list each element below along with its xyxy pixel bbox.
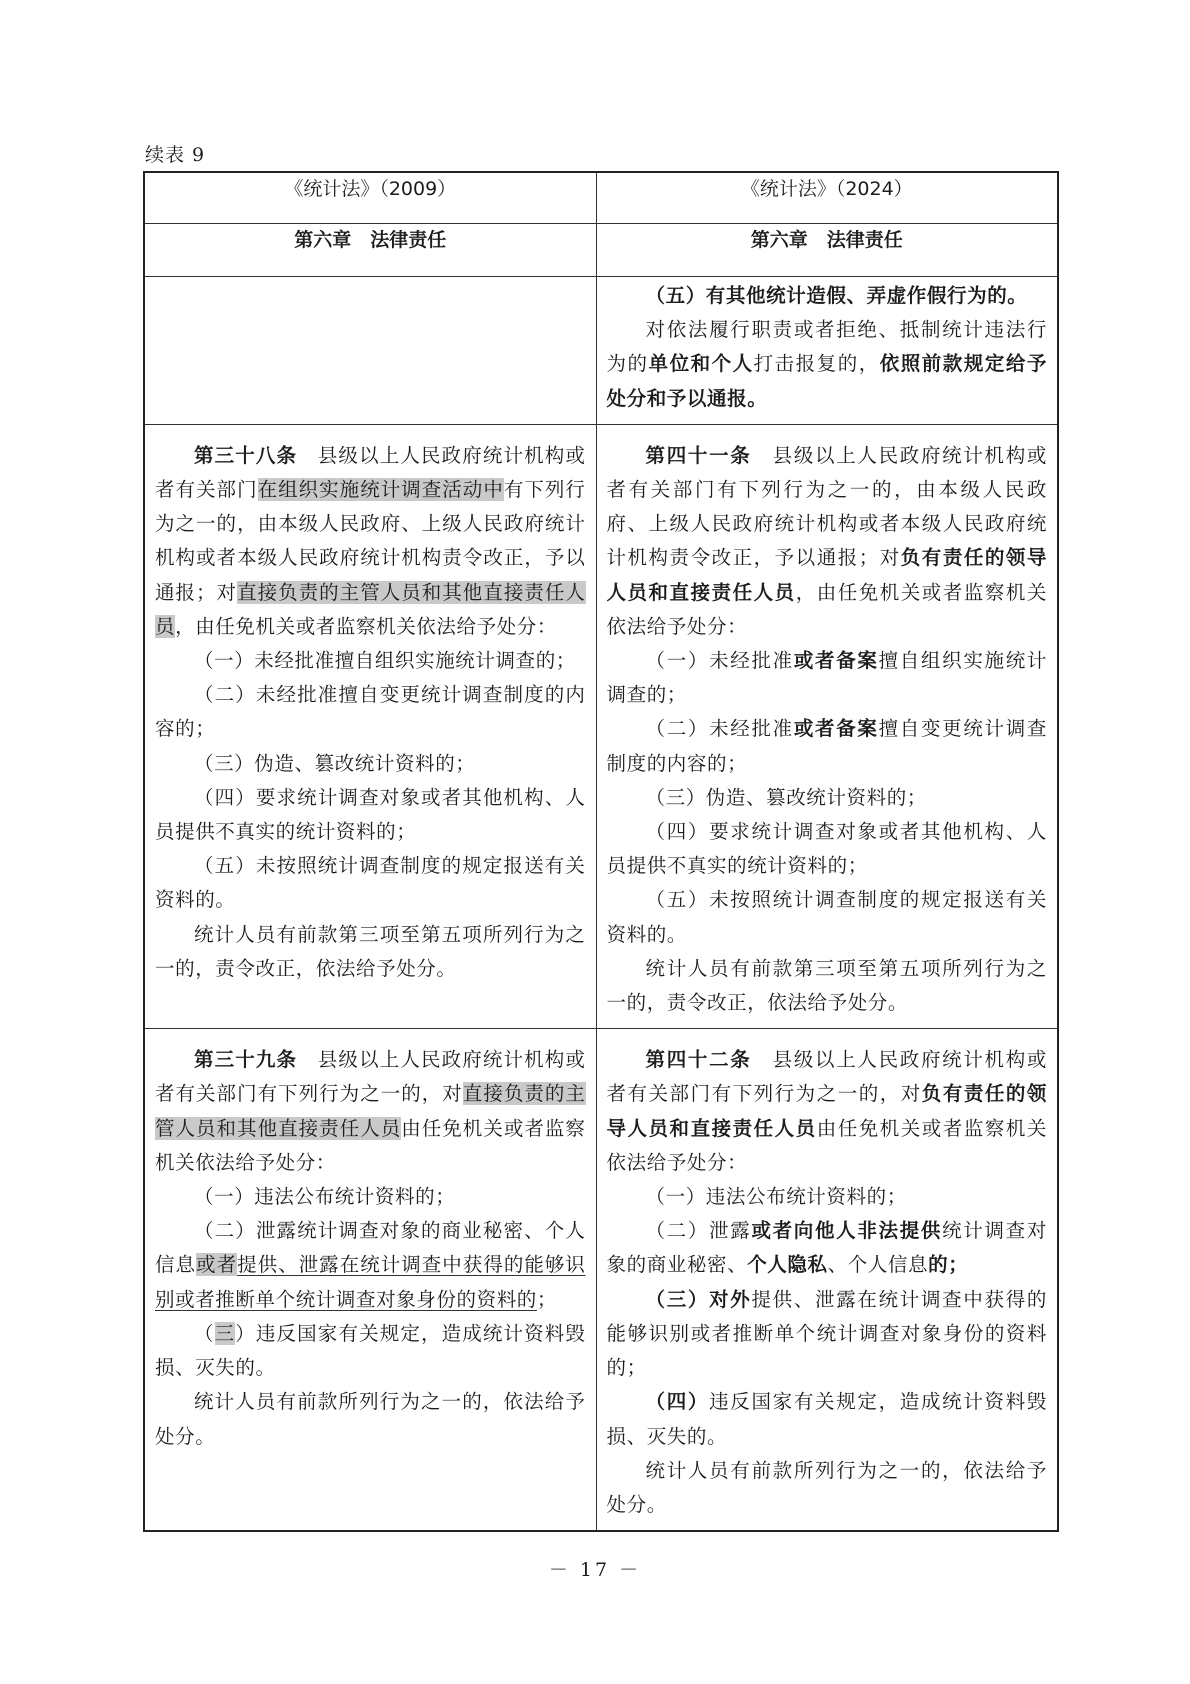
list-item: （三）伪造、篡改统计资料的； (645, 785, 927, 809)
article-number: 第四十二条 (645, 1048, 752, 1072)
list-item (607, 644, 1048, 712)
row2-right-cell (596, 424, 1058, 1028)
clause-text: （五）有其他统计造假、弄虚作假行为的。 (645, 284, 1028, 307)
chapter-row (144, 224, 1058, 277)
clause: 统计人员有前款第三项至第五项所列行为之一的，责令改正，依法给予处分。 (155, 922, 586, 980)
list-item: （一）违法公布统计资料的； (194, 1185, 456, 1209)
clause-text: ）违反国家有关规定，造成统计资料毁损、灭失的。 (155, 1321, 586, 1380)
list-item: （三）伪造、篡改统计资料的； (194, 751, 476, 775)
table-row (144, 277, 1058, 425)
clause (607, 313, 1048, 416)
highlighted-text: 三 (214, 1321, 236, 1345)
clause-text: 打击报复的， (753, 352, 880, 376)
article-number: 第四十一条 (645, 443, 752, 467)
list-item (155, 1317, 586, 1385)
header-right: 《统计法》（2024） (596, 172, 1058, 224)
clause-text: 或者备案 (793, 717, 879, 741)
clause: 统计人员有前款所列行为之一的，依法给予处分。 (155, 1390, 586, 1448)
list-item: （四）要求统计调查对象或者其他机构、人员提供不真实的统计资料的； (155, 785, 586, 844)
list-item: （五）未按照统计调查制度的规定报送有关资料的。 (606, 888, 1047, 946)
clause-text: ，由任免机关或者监察机关依法给予处分： (175, 614, 558, 638)
clause-text: 有下列行为之一的，由本级人民政府、上级人民政府统计机构或者本级人民政府统计机构责令改正，予以通报；对 (155, 478, 586, 604)
clause (607, 279, 1048, 313)
table-row (144, 424, 1058, 1028)
clause-text: 或者向他人非法提供 (751, 1219, 943, 1243)
article-paragraph (155, 1043, 586, 1180)
clause-text: 由任免机关或者监察机关依法给予处分： (155, 1116, 586, 1174)
table-caption: 续表 9 (145, 144, 206, 166)
list-item: （一）违法公布统计资料的； (645, 1185, 907, 1209)
list-item (607, 1385, 1048, 1453)
clause-text: 、个人信息 (827, 1253, 929, 1277)
clause-text: （ (194, 1321, 215, 1345)
row1-left-cell (144, 277, 596, 425)
underlined-text: 提供、泄露在统计调查中获得的能够识别或者推断单个统计调查对象身份的资料的 (155, 1253, 586, 1311)
list-item: （四）要求统计调查对象或者其他机构、人员提供不真实的统计资料的； (606, 820, 1047, 878)
list-item: （二）未经批准擅自变更统计调查制度的内容的； (155, 683, 586, 741)
list-item: （一）未经批准擅自组织实施统计调查的； (194, 649, 576, 673)
clause-text: 对依法履行职责或者拒绝、抵制统计违法行为的 (606, 318, 1047, 376)
row3-left-cell (144, 1029, 596, 1531)
clause-text: 负有责任的领导人员和直接责任人员 (606, 1082, 1047, 1140)
clause: 统计人员有前款第三项至第五项所列行为之一的，责令改正，依法给予处分。 (606, 956, 1047, 1015)
clause-text: 的； (928, 1253, 969, 1277)
clause-text: 县级以上人民政府统计机构或者有关部门有下列行为之一的，对 (155, 1048, 586, 1106)
clause: 统计人员有前款所列行为之一的，依法给予处分。 (606, 1458, 1047, 1516)
article-number: 第三十八条 (194, 443, 298, 467)
law-comparison-table (143, 171, 1059, 1532)
article-paragraph (155, 439, 586, 644)
chapter-right: 第六章 法律责任 (596, 224, 1058, 277)
clause-text: 县级以上人民政府统计机构或者有关部门有下列行为之一的，对 (606, 1048, 1047, 1106)
highlighted-text: 或者 (196, 1253, 238, 1277)
row3-right-cell (596, 1029, 1058, 1531)
article-number: 第三十九条 (194, 1048, 298, 1072)
clause-text: 擅自组织实施统计调查的； (606, 649, 1048, 707)
highlighted-text: 直接负责的主管人员和其他直接责任人员 (155, 580, 586, 638)
list-item (607, 1214, 1048, 1282)
header-left: 《统计法》（2009） (144, 172, 596, 224)
clause-text: （二）泄露统计调查对象的商业秘密、个人信息 (155, 1219, 586, 1277)
highlighted-text: 在组织实施统计调查活动中 (257, 478, 504, 502)
clause-text: 单位和个人 (648, 352, 754, 376)
list-item (607, 712, 1048, 780)
clause-text: 提供、泄露在统计调查中获得的能够识别或者推断单个统计调查对象身份的资料的； (606, 1287, 1047, 1380)
clause-text: 或者备案 (793, 649, 879, 673)
list-item: （五）未按照统计调查制度的规定报送有关资料的。 (155, 854, 586, 912)
highlighted-text: 直接负责的主管人员和其他直接责任人员 (155, 1082, 586, 1140)
header-row (144, 172, 1058, 224)
list-item (607, 1283, 1048, 1386)
clause-text: （一）未经批准 (645, 649, 794, 673)
clause-text: 县级以上人民政府统计机构或者有关部门有下列行为之一的，由本级人民政府、上级人民政府统计机构或者本级人民政府统计机构责令改正，予以通报；对 (606, 443, 1047, 570)
clause-text: （三）对外 (645, 1287, 752, 1311)
clause-text: 违反国家有关规定，造成统计资料毁损、灭失的。 (606, 1390, 1047, 1448)
article-paragraph (607, 1043, 1048, 1180)
chapter-left: 第六章 法律责任 (144, 224, 596, 277)
article-paragraph (607, 439, 1048, 644)
clause-text: 擅自变更统计调查制度的内容的； (606, 717, 1048, 775)
clause-text: ； (536, 1287, 558, 1311)
clause-text: 个人隐私 (747, 1253, 828, 1277)
clause-text: （二）泄露 (645, 1219, 752, 1243)
clause-text: 统计调查对象的商业秘密、 (606, 1219, 1047, 1277)
clause-text: 负有责任的领导人员和直接责任人员 (606, 546, 1047, 604)
clause-text: ，由任免机关或者监察机关依法给予处分： (606, 580, 1048, 638)
clause-text: （二）未经批准 (645, 717, 794, 741)
clause-text: （四） (645, 1390, 710, 1414)
row2-left-cell (144, 424, 596, 1028)
row1-right-cell (596, 277, 1058, 425)
clause-text: 县级以上人民政府统计机构或者有关部门 (155, 443, 586, 502)
clause-text: 由任免机关或者监察机关依法给予处分： (606, 1116, 1047, 1174)
table-row (144, 1029, 1058, 1531)
page-number: － 17 － (548, 1559, 642, 1581)
clause-text: 依照前款规定给予处分和予以通报。 (606, 352, 1047, 410)
list-item (155, 1214, 586, 1317)
